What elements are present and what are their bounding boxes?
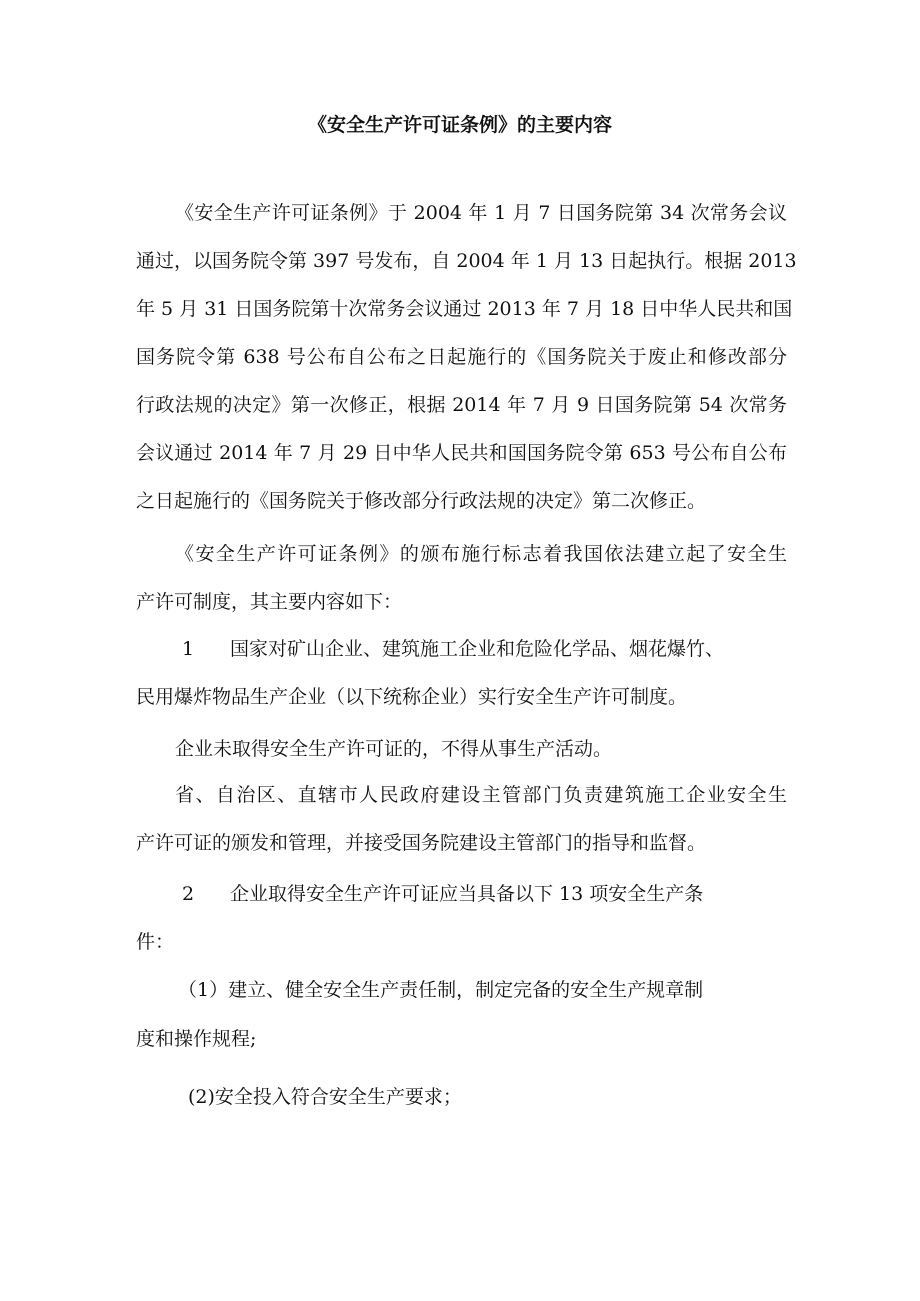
province-line-1: 省、自治区、直辖市人民政府建设主管部门负责建筑施工企业安全生 — [175, 784, 787, 806]
item-2-line-1: 企业取得安全生产许可证应当具备以下 13 项安全生产条 — [230, 883, 704, 905]
intro-line-7: 之日起施行的《国务院关于修改部分行政法规的决定》第二次修正。 — [136, 490, 707, 512]
intro-line-1: 《安全生产许可证条例》于 2004 年 1 月 7 日国务院第 34 次常务会议 — [175, 202, 787, 224]
summary-line-1: 《安全生产许可证条例》的颁布施行标志着我国依法建立起了安全生 — [175, 543, 787, 565]
intro-line-2: 通过，以国务院令第 397 号发布，自 2004 年 1 月 13 日起执行。根据 2013 — [136, 250, 797, 272]
no-license-paragraph: 企业未取得安全生产许可证的，不得从事生产活动。 — [175, 738, 613, 760]
intro-line-6: 会议通过 2014 年 7 月 29 日中华人民共和国国务院令第 653 号公布自公布 — [136, 442, 787, 464]
intro-line-3: 年 5 月 31 日国务院第十次常务会议通过 2013 年 7 月 18 日中华人民共和国 — [136, 298, 793, 320]
item-1-line-1: 国家对矿山企业、建筑施工企业和危险化学品、烟花爆竹、 — [230, 638, 725, 660]
item-1-line-2: 民用爆炸物品生产企业（以下统称企业）实行安全生产许可制度。 — [136, 686, 688, 708]
intro-line-4: 国务院令第 638 号公布自公布之日起施行的《国务院关于废止和修改部分 — [136, 346, 787, 368]
item-2-number: 2 — [182, 883, 195, 905]
item-1-number: 1 — [182, 638, 195, 660]
condition-1-line-2: 度和操作规程; — [136, 1028, 257, 1050]
document-title: 《安全生产许可证条例》的主要内容 — [307, 114, 612, 136]
intro-line-5: 行政法规的决定》第一次修正，根据 2014 年 7 月 9 日国务院第 54 次常务 — [136, 394, 787, 416]
province-line-2: 产许可证的颁发和管理，并接受国务院建设主管部门的指导和监督。 — [136, 832, 707, 854]
summary-line-2: 产许可制度，其主要内容如下： — [136, 591, 403, 613]
condition-2: (2)安全投入符合安全生产要求； — [188, 1086, 462, 1108]
condition-1-line-1: （1）建立、健全安全生产责任制，制定完备的安全生产规章制 — [178, 979, 704, 1001]
item-2-line-2: 件： — [136, 931, 175, 953]
